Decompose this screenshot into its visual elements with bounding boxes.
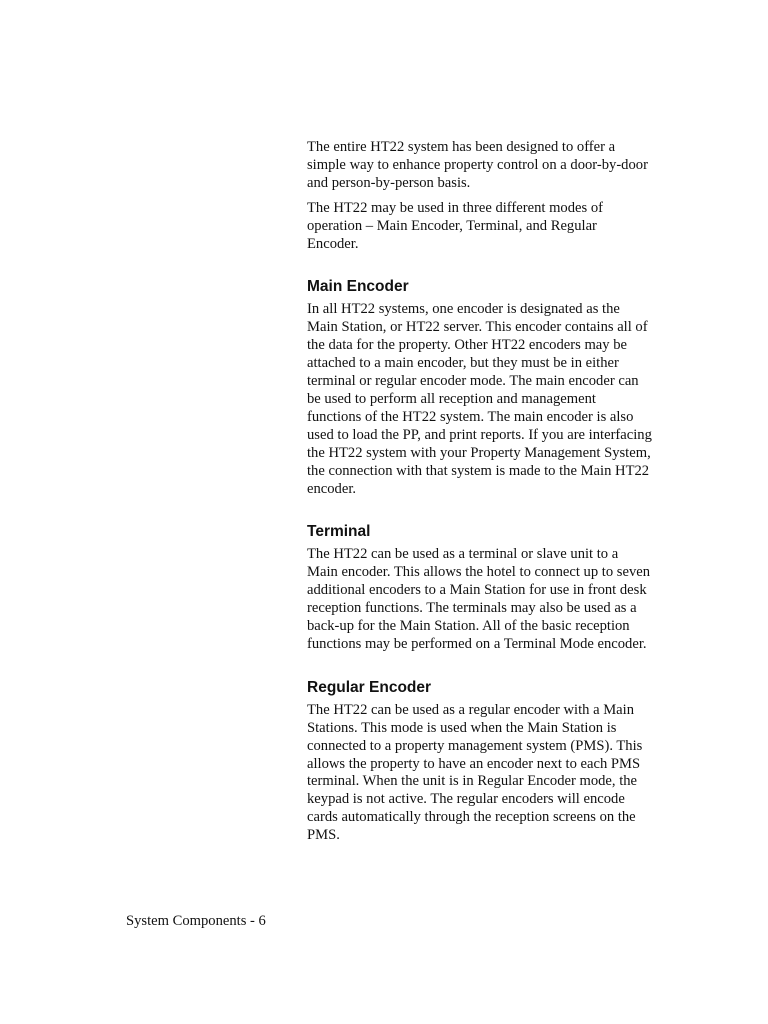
page-content xyxy=(307,139,652,845)
section-body-terminal: The HT22 can be used as a terminal or slave unit to a Main encoder. This allows the hotel to connect up to seven additional encoders to a Main Station for use in front desk reception functions. The terminals may also be used as a back-up for the Main Station. All of the basic reception functions may be performed on a Terminal Mode encoder. xyxy=(307,546,651,652)
intro-paragraph-2: The HT22 may be used in three different modes of operation – Main Encoder, Terminal, and Regular Encoder. xyxy=(307,199,603,252)
section-heading-terminal: Terminal xyxy=(307,523,371,541)
section-heading-regular-encoder: Regular Encoder xyxy=(307,678,432,696)
intro-paragraph-1: The entire HT22 system has been designed to offer a simple way to enhance property control on a door-by-door and person-by-person basis. xyxy=(307,139,648,191)
page-footer: System Components - 6 xyxy=(126,913,266,929)
section-heading-main-encoder: Main Encoder xyxy=(307,278,409,296)
section-body-main-encoder: In all HT22 systems, one encoder is designated as the Main Station, or HT22 server. This encoder contains all of the data for the property. Other HT22 encoders may be attached to a main encoder, but they must be in either terminal or regular encoder mode. The main encoder can be used to perform all reception and management functions of the HT22 system. The main encoder is also used to load the PP, and print reports. If you are interfacing the HT22 system with your Property Management System, the connection with that system is made to the Main HT22 encoder. xyxy=(307,301,652,497)
section-body-regular-encoder: The HT22 can be used as a regular encoder with a Main Stations. This mode is used when the Main Station is connected to a property management system (PMS). This allows the property to have an encoder next to each PMS terminal. When the unit is in Regular Encoder mode, the keypad is not active. The regular encoders will encode cards automatically through the reception screens on the PMS. xyxy=(307,701,643,844)
